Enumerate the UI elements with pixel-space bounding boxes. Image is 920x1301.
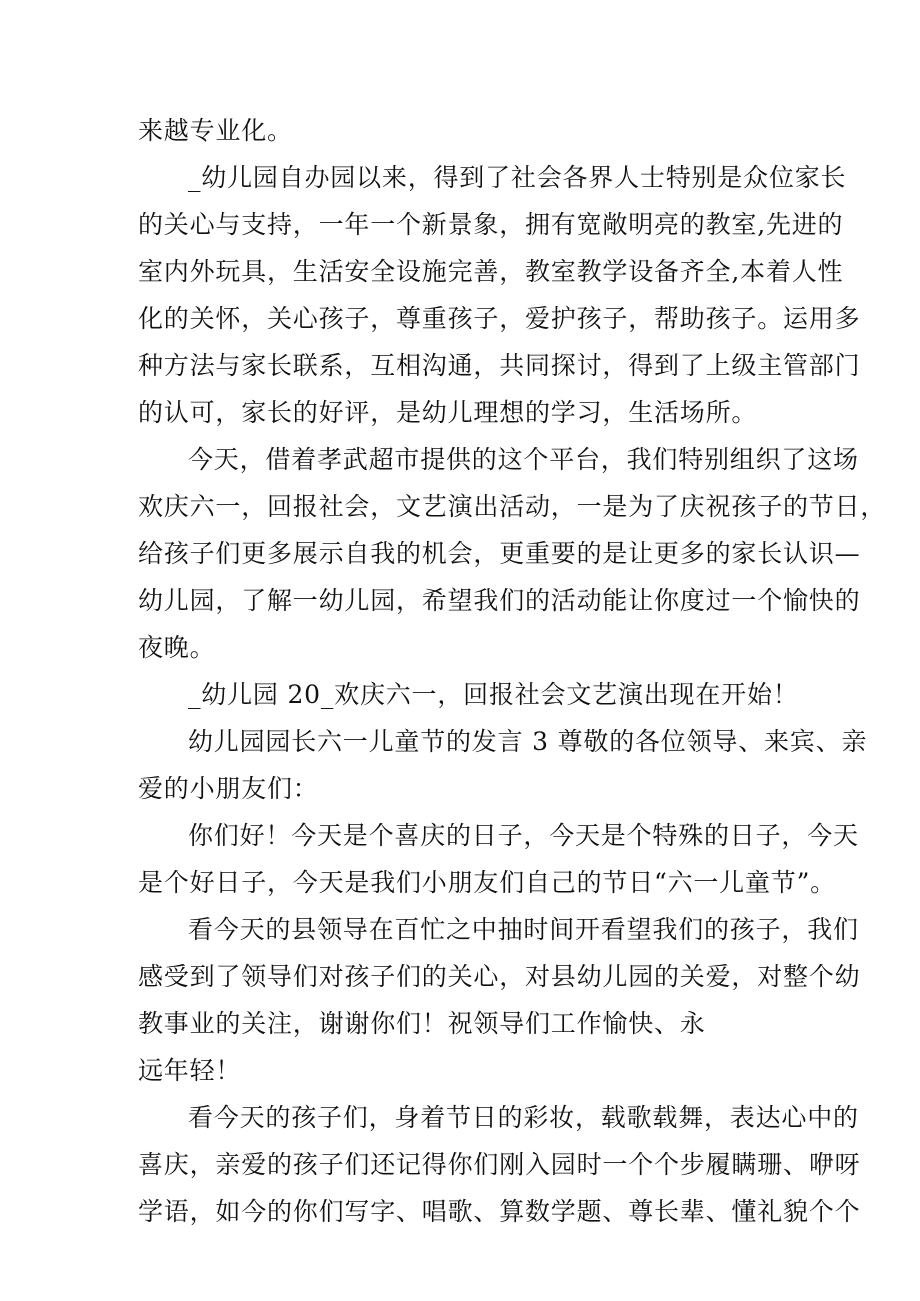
text-line: 你们好！今天是个喜庆的日子，今天是个特殊的日子，今天 [188, 821, 859, 850]
text-line: 学语，如今的你们写字、唱歌、算数学题、尊长辈、懂礼貌个个 [138, 1197, 861, 1226]
text-line: _幼儿园自办园以来，得到了社会各界人士特别是众位家长 [188, 163, 847, 192]
text-line: _幼儿园 20_欢庆六一，回报社会文艺演出现在开始！ [188, 680, 799, 709]
text-line: 的关心与支持，一年一个新景象，拥有宽敞明亮的教室,先进的 [138, 210, 844, 239]
text-line: 夜晚。 [138, 633, 216, 662]
document-body [138, 107, 887, 1235]
text-line: 是个好日子，今天是我们小朋友们自己的节日“六一儿童节”。 [138, 868, 836, 897]
text-line: 室内外玩具，生活安全设施完善，教室教学设备齐全,本着人性 [138, 257, 844, 286]
text-line: 种方法与家长联系，互相沟通，共同探讨，得到了上级主管部门 [138, 351, 861, 380]
text-line: 欢庆六一，回报社会，文艺演出活动，一是为了庆祝孩子的节日， [138, 492, 887, 521]
text-line: 看今天的孩子们，身着节日的彩妆，载歌载舞，表达心中的 [188, 1103, 859, 1132]
text-line: 感受到了领导们对孩子们的关心，对县幼儿园的关爱，对整个幼 [138, 962, 861, 991]
text-line: 爱的小朋友们： [138, 774, 319, 803]
text-line: 化的关怀，关心孩子，尊重孩子，爱护孩子，帮助孩子。运用多 [138, 304, 861, 333]
text-line: 看今天的县领导在百忙之中抽时间开看望我们的孩子，我们 [188, 915, 859, 944]
text-line: 幼儿园园长六一儿童节的发言 3 尊敬的各位领导、来宾、亲 [188, 727, 868, 756]
text-line: 来越专业化。 [138, 116, 293, 145]
text-line: 今天，借着孝武超市提供的这个平台，我们特别组织了这场 [188, 445, 859, 474]
text-line: 喜庆，亲爱的孩子们还记得你们刚入园时一个个步履瞒珊、咿呀 [138, 1150, 861, 1179]
text-line: 幼儿园，了解一幼儿园，希望我们的活动能让你度过一个愉快的 [138, 586, 861, 615]
text-line: 教事业的关注，谢谢你们！祝领导们工作愉快、永 [138, 1009, 706, 1038]
text-line: 给孩子们更多展示自我的机会，更重要的是让更多的家长认识— [138, 539, 861, 568]
text-line: 远年轻！ [138, 1056, 242, 1085]
text-line: 的认可，家长的好评，是幼儿理想的学习，生活场所。 [138, 398, 758, 427]
